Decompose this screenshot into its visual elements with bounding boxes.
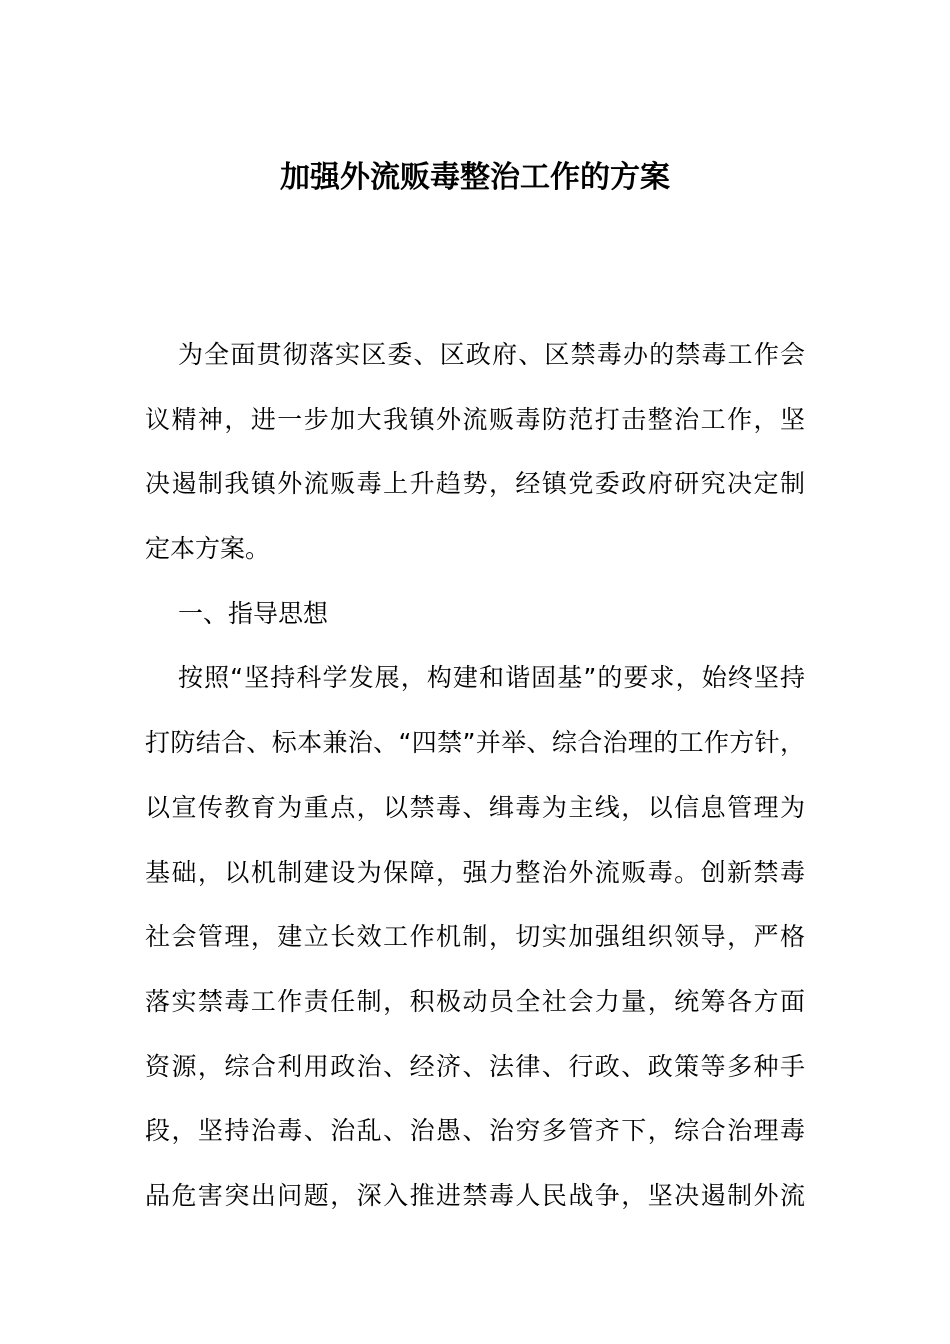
document-title: 加强外流贩毒整治工作的方案 bbox=[280, 160, 670, 195]
paragraph-line: 段，坚持治毒、治乱、治愚、治穷多管齐下，综合治理毒 bbox=[145, 1116, 805, 1146]
paragraph-line: 为全面贯彻落实区委、区政府、区禁毒办的禁毒工作会 bbox=[178, 340, 805, 369]
paragraph-line: 决遏制我镇外流贩毒上升趋势，经镇党委政府研究决定制 bbox=[145, 469, 805, 499]
paragraph-line: 落实禁毒工作责任制，积极动员全社会力量，统筹各方面 bbox=[145, 986, 805, 1016]
paragraph-line: 打防结合、标本兼治、“四禁”并举、综合治理的工作方针， bbox=[145, 728, 805, 758]
paragraph-line: 议精神，进一步加大我镇外流贩毒防范打击整治工作，坚 bbox=[145, 404, 805, 434]
paragraph-line: 基础，以机制建设为保障，强力整治外流贩毒。创新禁毒 bbox=[145, 857, 805, 887]
paragraph-line: 社会管理，建立长效工作机制，切实加强组织领导，严格 bbox=[145, 922, 805, 952]
paragraph-line: 定本方案。 bbox=[145, 534, 271, 564]
paragraph-line: 品危害突出问题，深入推进禁毒人民战争，坚决遏制外流 bbox=[145, 1180, 805, 1210]
paragraph-line: 以宣传教育为重点，以禁毒、缉毒为主线，以信息管理为 bbox=[145, 792, 805, 822]
section-heading: 一、指导思想 bbox=[178, 598, 329, 628]
paragraph-line: 资源，综合利用政治、经济、法律、行政、政策等多种手 bbox=[145, 1051, 805, 1081]
paragraph-line: 按照“坚持科学发展，构建和谐固基”的要求，始终坚持 bbox=[178, 663, 805, 693]
document-body bbox=[145, 323, 805, 1229]
